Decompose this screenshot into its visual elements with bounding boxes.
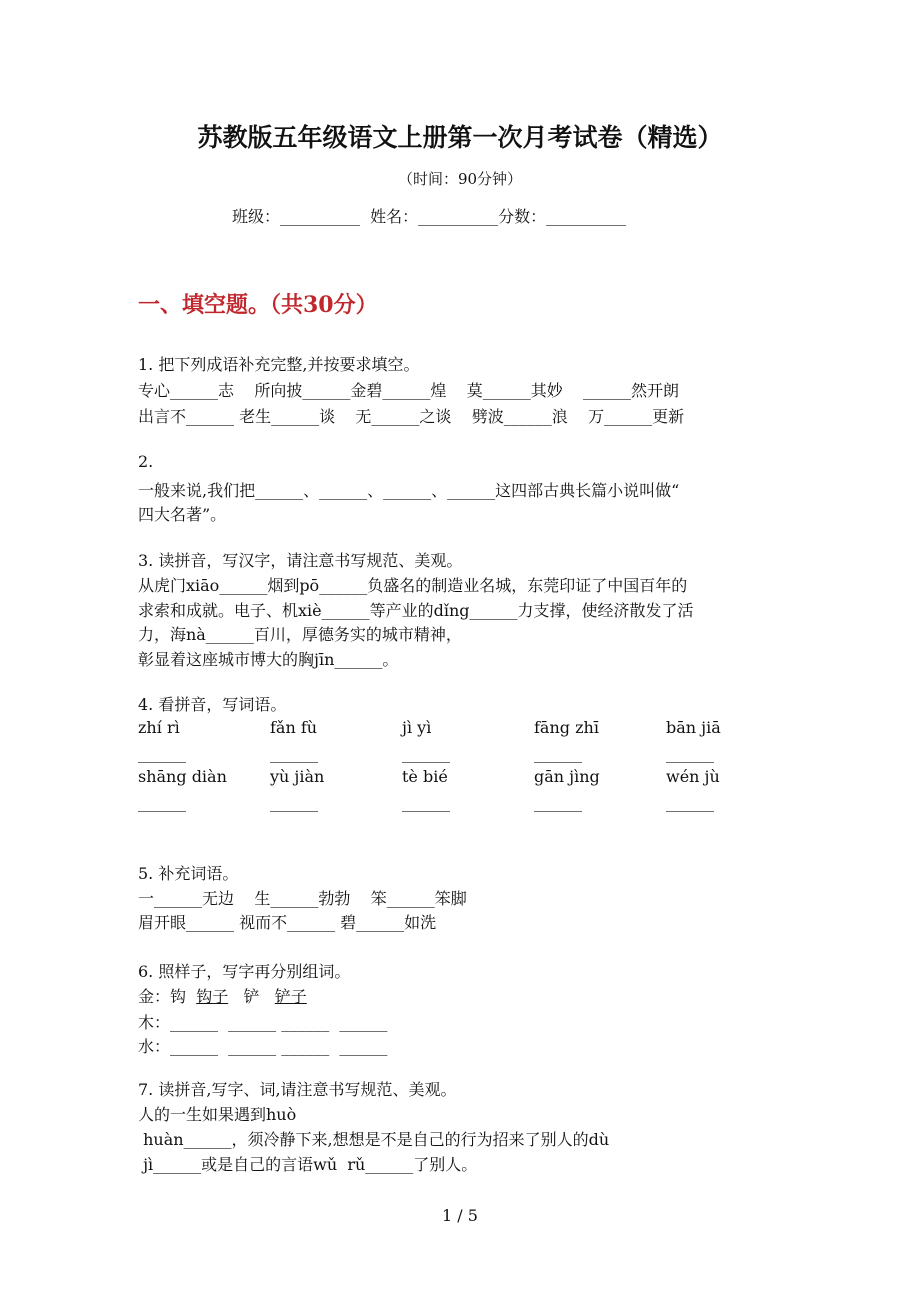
example-word: 钩子 bbox=[196, 987, 229, 1006]
pinyin-cell: bān jiā bbox=[666, 718, 721, 737]
question-2-number: 2. bbox=[138, 452, 154, 471]
pinyin-cell: jì yì bbox=[402, 718, 432, 737]
page-number: 1 / 5 bbox=[442, 1206, 478, 1225]
question-6-water-line: 水：______ ______ ______ ______ bbox=[138, 1037, 388, 1056]
question-1-line-2: 出言不______ 老生______谈 无______之谈 劈波______浪 万______更新 bbox=[138, 407, 685, 426]
answer-blank[interactable]: ______ bbox=[270, 744, 318, 763]
question-1-line-1: 专心______志 所向披______金碧______煌 莫______其妙 ______然开朗 bbox=[138, 381, 680, 400]
pinyin-cell: zhí rì bbox=[138, 718, 180, 737]
question-5-prompt: 5. 补充词语。 bbox=[138, 864, 239, 883]
pinyin-cell: yù jiàn bbox=[270, 767, 325, 786]
answer-blank[interactable]: ______ bbox=[402, 793, 450, 812]
question-7-line-1: 人的一生如果遇到huò bbox=[138, 1105, 297, 1124]
exam-time: （时间：90分钟） bbox=[397, 170, 523, 188]
answer-blank[interactable]: ______ bbox=[138, 793, 186, 812]
question-3-line-4: 彰显着这座城市博大的胸jīn______。 bbox=[138, 650, 399, 669]
example-word: 铲子 bbox=[274, 987, 307, 1006]
question-5-line-1: 一______无边 生______勃勃 笨______笨脚 bbox=[138, 889, 467, 908]
answer-blank[interactable]: ______ bbox=[534, 793, 582, 812]
answer-blank[interactable]: ______ bbox=[666, 793, 714, 812]
question-6-wood-line: 木：______ ______ ______ ______ bbox=[138, 1013, 388, 1032]
pinyin-cell: wén jù bbox=[666, 767, 720, 786]
question-5-line-2: 眉开眼______ 视而不______ 碧______如洗 bbox=[138, 913, 437, 932]
question-3-line-2: 求索和成就。电子、机xiè______等产业的dǐng______力支撑，使经济散发了活 bbox=[138, 601, 694, 620]
question-2-line-1: 一般来说,我们把______、______、______、______这四部古典长篇小说叫做“ bbox=[138, 481, 680, 500]
student-info-line: 班级：__________ 姓名：__________分数：__________ bbox=[232, 207, 627, 226]
question-7-line-3: jì______或是自己的言语wǔ rǔ______了别人。 bbox=[138, 1155, 478, 1174]
question-4-prompt: 4. 看拼音，写词语。 bbox=[138, 695, 287, 714]
section-heading: 一、填空题。（共30分） bbox=[138, 292, 378, 318]
pinyin-cell: fǎn fù bbox=[270, 718, 318, 737]
question-7-prompt: 7. 读拼音,写字、词,请注意书写规范、美观。 bbox=[138, 1080, 457, 1099]
answer-blank[interactable]: ______ bbox=[402, 744, 450, 763]
pinyin-cell: gān jìng bbox=[534, 767, 600, 786]
question-7-line-2: huàn______，须冷静下来,想想是不是自己的行为招来了别人的dù bbox=[138, 1130, 610, 1149]
question-3-prompt: 3. 读拼音，写汉字，请注意书写规范、美观。 bbox=[138, 551, 463, 570]
example-label: 金：钩 bbox=[138, 987, 187, 1006]
answer-blank[interactable]: ______ bbox=[666, 744, 714, 763]
answer-blank[interactable]: ______ bbox=[270, 793, 318, 812]
pinyin-cell: tè bié bbox=[402, 767, 448, 786]
pinyin-cell: shāng diàn bbox=[138, 767, 227, 786]
question-3-line-1: 从虎门xiāo______烟到pō______负盛名的制造业名城，东莞印证了中国百年的 bbox=[138, 576, 688, 595]
example-char: 铲 bbox=[243, 987, 260, 1006]
answer-blank[interactable]: ______ bbox=[534, 744, 582, 763]
pinyin-cell: fāng zhī bbox=[534, 718, 599, 737]
question-3-line-3: 力，海nà______百川，厚德务实的城市精神， bbox=[138, 625, 462, 644]
question-1-prompt: 1. 把下列成语补充完整,并按要求填空。 bbox=[138, 355, 420, 374]
question-6-prompt: 6. 照样子，写字再分别组词。 bbox=[138, 962, 351, 981]
question-6-example bbox=[138, 984, 307, 1007]
page-title: 苏教版五年级语文上册第一次月考试卷（精选） bbox=[197, 123, 723, 152]
answer-blank[interactable]: ______ bbox=[138, 744, 186, 763]
question-2-line-2: 四大名著”。 bbox=[138, 505, 227, 524]
